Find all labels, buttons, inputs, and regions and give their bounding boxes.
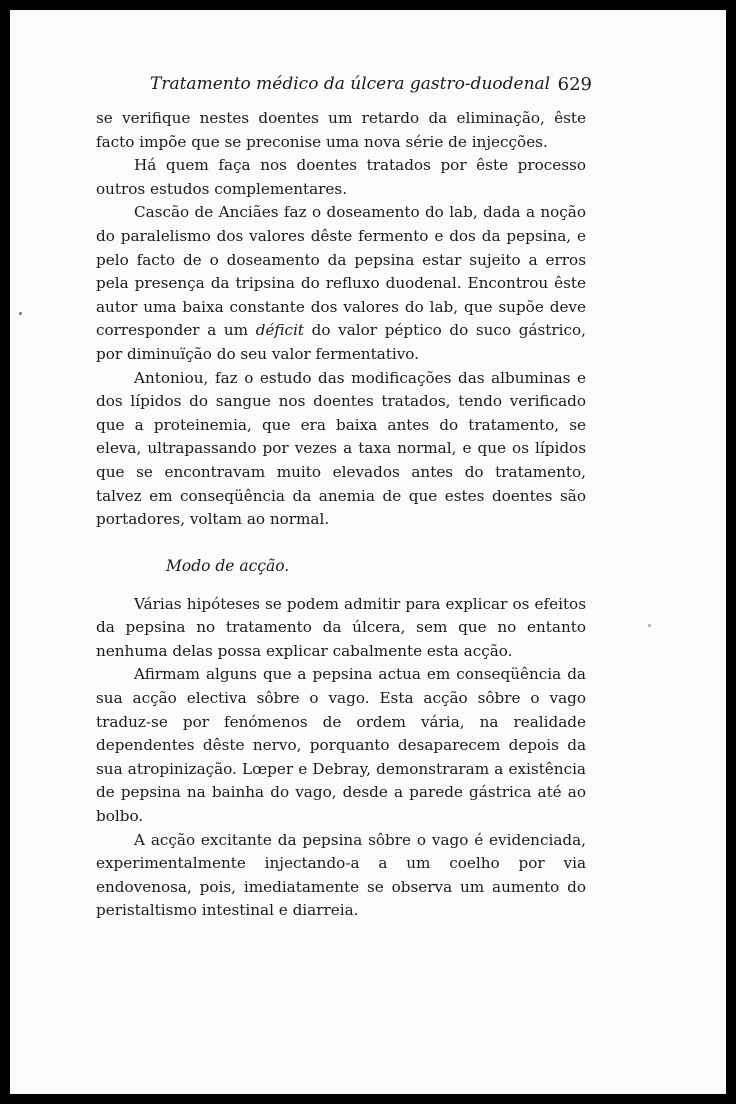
paragraph: Várias hipóteses se podem admitir para explicar os efeitos da pepsina no tratamento da úlcera, sem que no entanto nenhuma delas possa explicar cabalmente esta acção. [96, 594, 586, 660]
body-text [96, 107, 586, 923]
running-title: Tratamento médico da úlcera gastro-duodenal [150, 74, 551, 94]
section-heading: Modo de acção. [166, 556, 290, 575]
paragraph-text: do valor péptico do suco gástrico, por diminuïção do seu valor fermentativo. [96, 321, 586, 363]
paragraph: Há quem faça nos doentes tratados por êste processo outros estudos complementares. [96, 156, 586, 198]
paragraph: Antoniou, faz o estudo das modificações das albuminas e dos lípidos do sangue nos doentes tratados, tendo verificado que a proteinemia, que era baixa antes do tratamento, se eleva, ultrapassando por vezes a taxa normal, e que os lípidos que se encontravam muito elevados antes do tratamento, talvez em conseqüência da anemia de que estes doentes são portadores, voltam ao normal. [96, 368, 586, 529]
paper-speck [648, 624, 651, 627]
paragraph-text: Cascão de Anciães faz o doseamento do lab, dada a noção do paralelismo dos valores dêste fermento e dos da pepsina, e pelo facto de o doseamento da pepsina estar sujeito a erros pela presença da tripsina do refluxo duodenal. Encontrou êste autor uma baixa constante dos valores do lab, que supõe deve corresponder a um [96, 203, 586, 340]
paragraph: A acção excitante da pepsina sôbre o vago é evidenciada, experimentalmente injectando-a a um coelho por via endovenosa, pois, imediatamente se observa um aumento do peristaltismo intestinal e diarreia. [96, 830, 586, 920]
paragraph: se verifique nestes doentes um retardo da eliminação, êste facto impõe que se preconise uma nova série de injecções. [96, 109, 586, 151]
paragraph: Afirmam alguns que a pepsina actua em conseqüência da sua acção electiva sôbre o vago. Esta acção sôbre o vago traduz-se por fenómenos de ordem vária, na realidade dependentes dêste nervo, porquanto desaparecem depois da sua atropinização. Lœper e Debray, demonstraram a existência de pepsina na bainha do vago, desde a parede gástrica até ao bolbo. [96, 665, 586, 826]
page-number: 629 [557, 74, 592, 95]
page-header [150, 74, 600, 100]
book-page [10, 10, 726, 1094]
paper-speck [19, 312, 22, 315]
emphasized-term: déficit [255, 321, 305, 340]
paragraph-with-emphasis [96, 201, 586, 366]
